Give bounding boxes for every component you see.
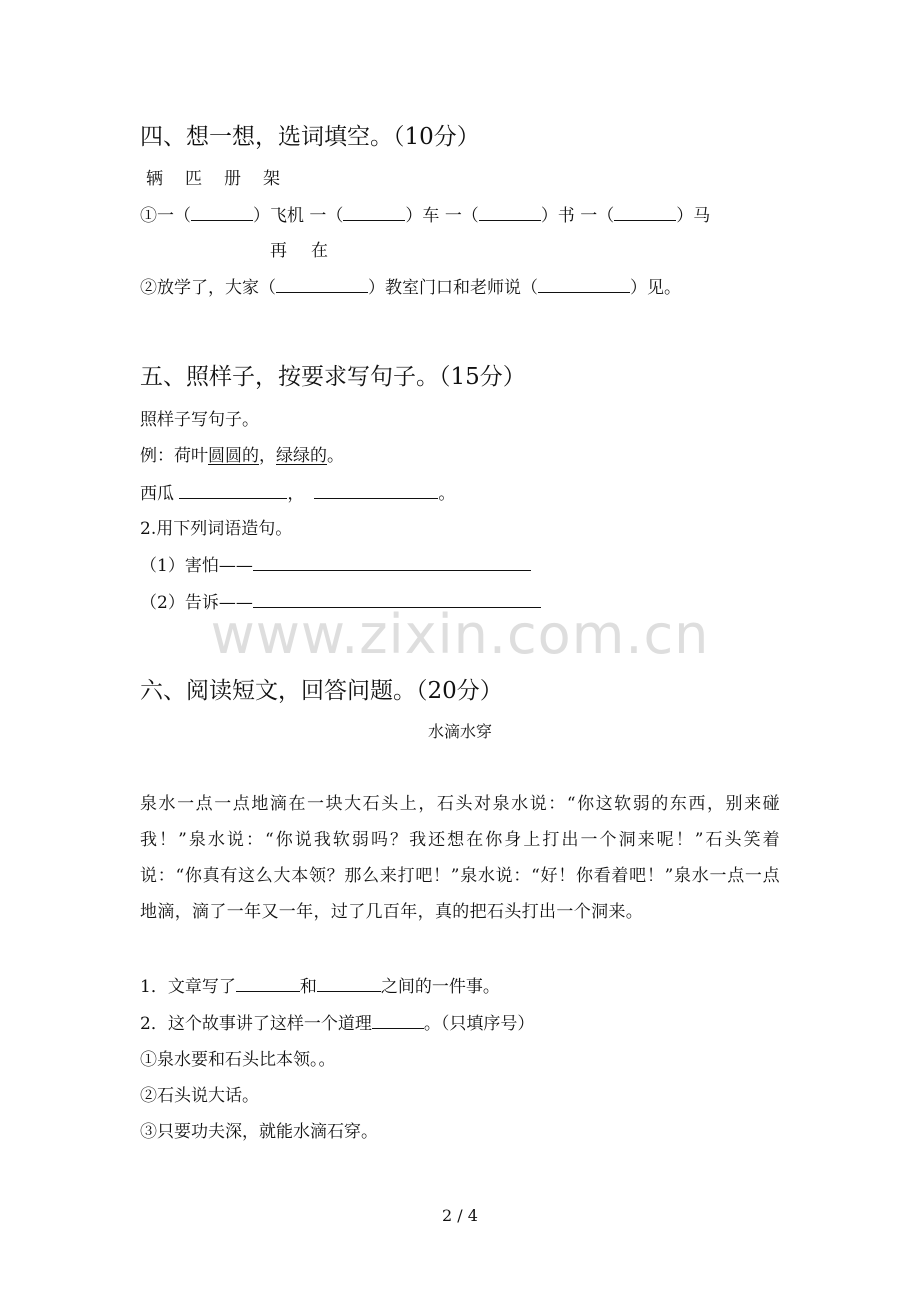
option-2: ②石头说大话。	[140, 1086, 259, 1106]
page-number: 2 / 4	[442, 1206, 478, 1225]
section-5-title: 五、照样子，按要求写句子。（15分）	[140, 364, 526, 390]
section-6-title: 六、阅读短文，回答问题。（20分）	[140, 678, 503, 704]
reading-question-2: 2．这个故事讲了这样一个道理 。（只填序号）	[140, 1014, 535, 1034]
answer-blank[interactable]	[253, 554, 531, 571]
word-bank-item: 辆	[146, 169, 163, 189]
zai-question: ②放学了，大家（ ）教室门口和老师说（ ）见。	[140, 278, 681, 298]
sentence-line-2: （2）告诉——	[140, 591, 541, 614]
reading-question-1: 1．文章写了 和 之间的一件事。	[140, 977, 500, 997]
answer-blank[interactable]	[372, 1012, 424, 1029]
reading-passage: 泉水一点一点地滴在一块大石头上，石头对泉水说：“你这软弱的东西，别来碰我！”泉水说：“你说我软弱吗？我还想在你身上打出一个洞来呢！”石头笑着说：“你真有这么大本领？那么来打吧！”泉水说：“好！你看着吧！”泉水一点一点地滴，滴了一年又一年，过了几百年，真的把石头打出一个洞来。	[140, 794, 780, 922]
measure-word-question: ①一（ ）飞机 一（ ）车 一（ ）书 一（ ）马	[140, 206, 711, 226]
answer-blank[interactable]	[343, 204, 405, 221]
make-sentence-title: 2.用下列词语造句。	[140, 519, 293, 539]
answer-blank[interactable]	[479, 204, 541, 221]
watermark: www.zixin.com.cn	[210, 603, 710, 666]
answer-blank[interactable]	[276, 276, 368, 293]
answer-blank[interactable]	[614, 204, 676, 221]
answer-blank[interactable]	[538, 276, 630, 293]
word-bank-item: 架	[263, 169, 280, 189]
answer-blank[interactable]	[191, 204, 253, 221]
xigua-question: 西瓜 ， 。	[140, 484, 456, 504]
instruction: 照样子写句子。	[140, 410, 259, 430]
word-bank-item: 在	[311, 241, 328, 261]
word-bank-item: 匹	[185, 169, 202, 189]
sentence-line-1: （1）害怕——	[140, 554, 531, 577]
answer-blank[interactable]	[179, 482, 287, 499]
section-4-title: 四、想一想，选词填空。（10分）	[140, 124, 480, 150]
answer-blank[interactable]	[317, 975, 381, 992]
passage-title: 水滴水穿	[427, 722, 492, 741]
word-bank-item: 册	[224, 169, 241, 189]
word-bank-measure-words	[146, 168, 280, 190]
option-3: ③只要功夫深，就能水滴石穿。	[140, 1122, 378, 1142]
option-1: ①泉水要和石头比本领。。	[140, 1050, 336, 1070]
word-bank-zai	[270, 240, 328, 262]
answer-blank[interactable]	[314, 482, 438, 499]
example-sentence: 例：荷叶圆圆的，绿绿的。	[140, 446, 344, 466]
word-bank-item: 再	[270, 241, 287, 261]
answer-blank[interactable]	[236, 975, 300, 992]
